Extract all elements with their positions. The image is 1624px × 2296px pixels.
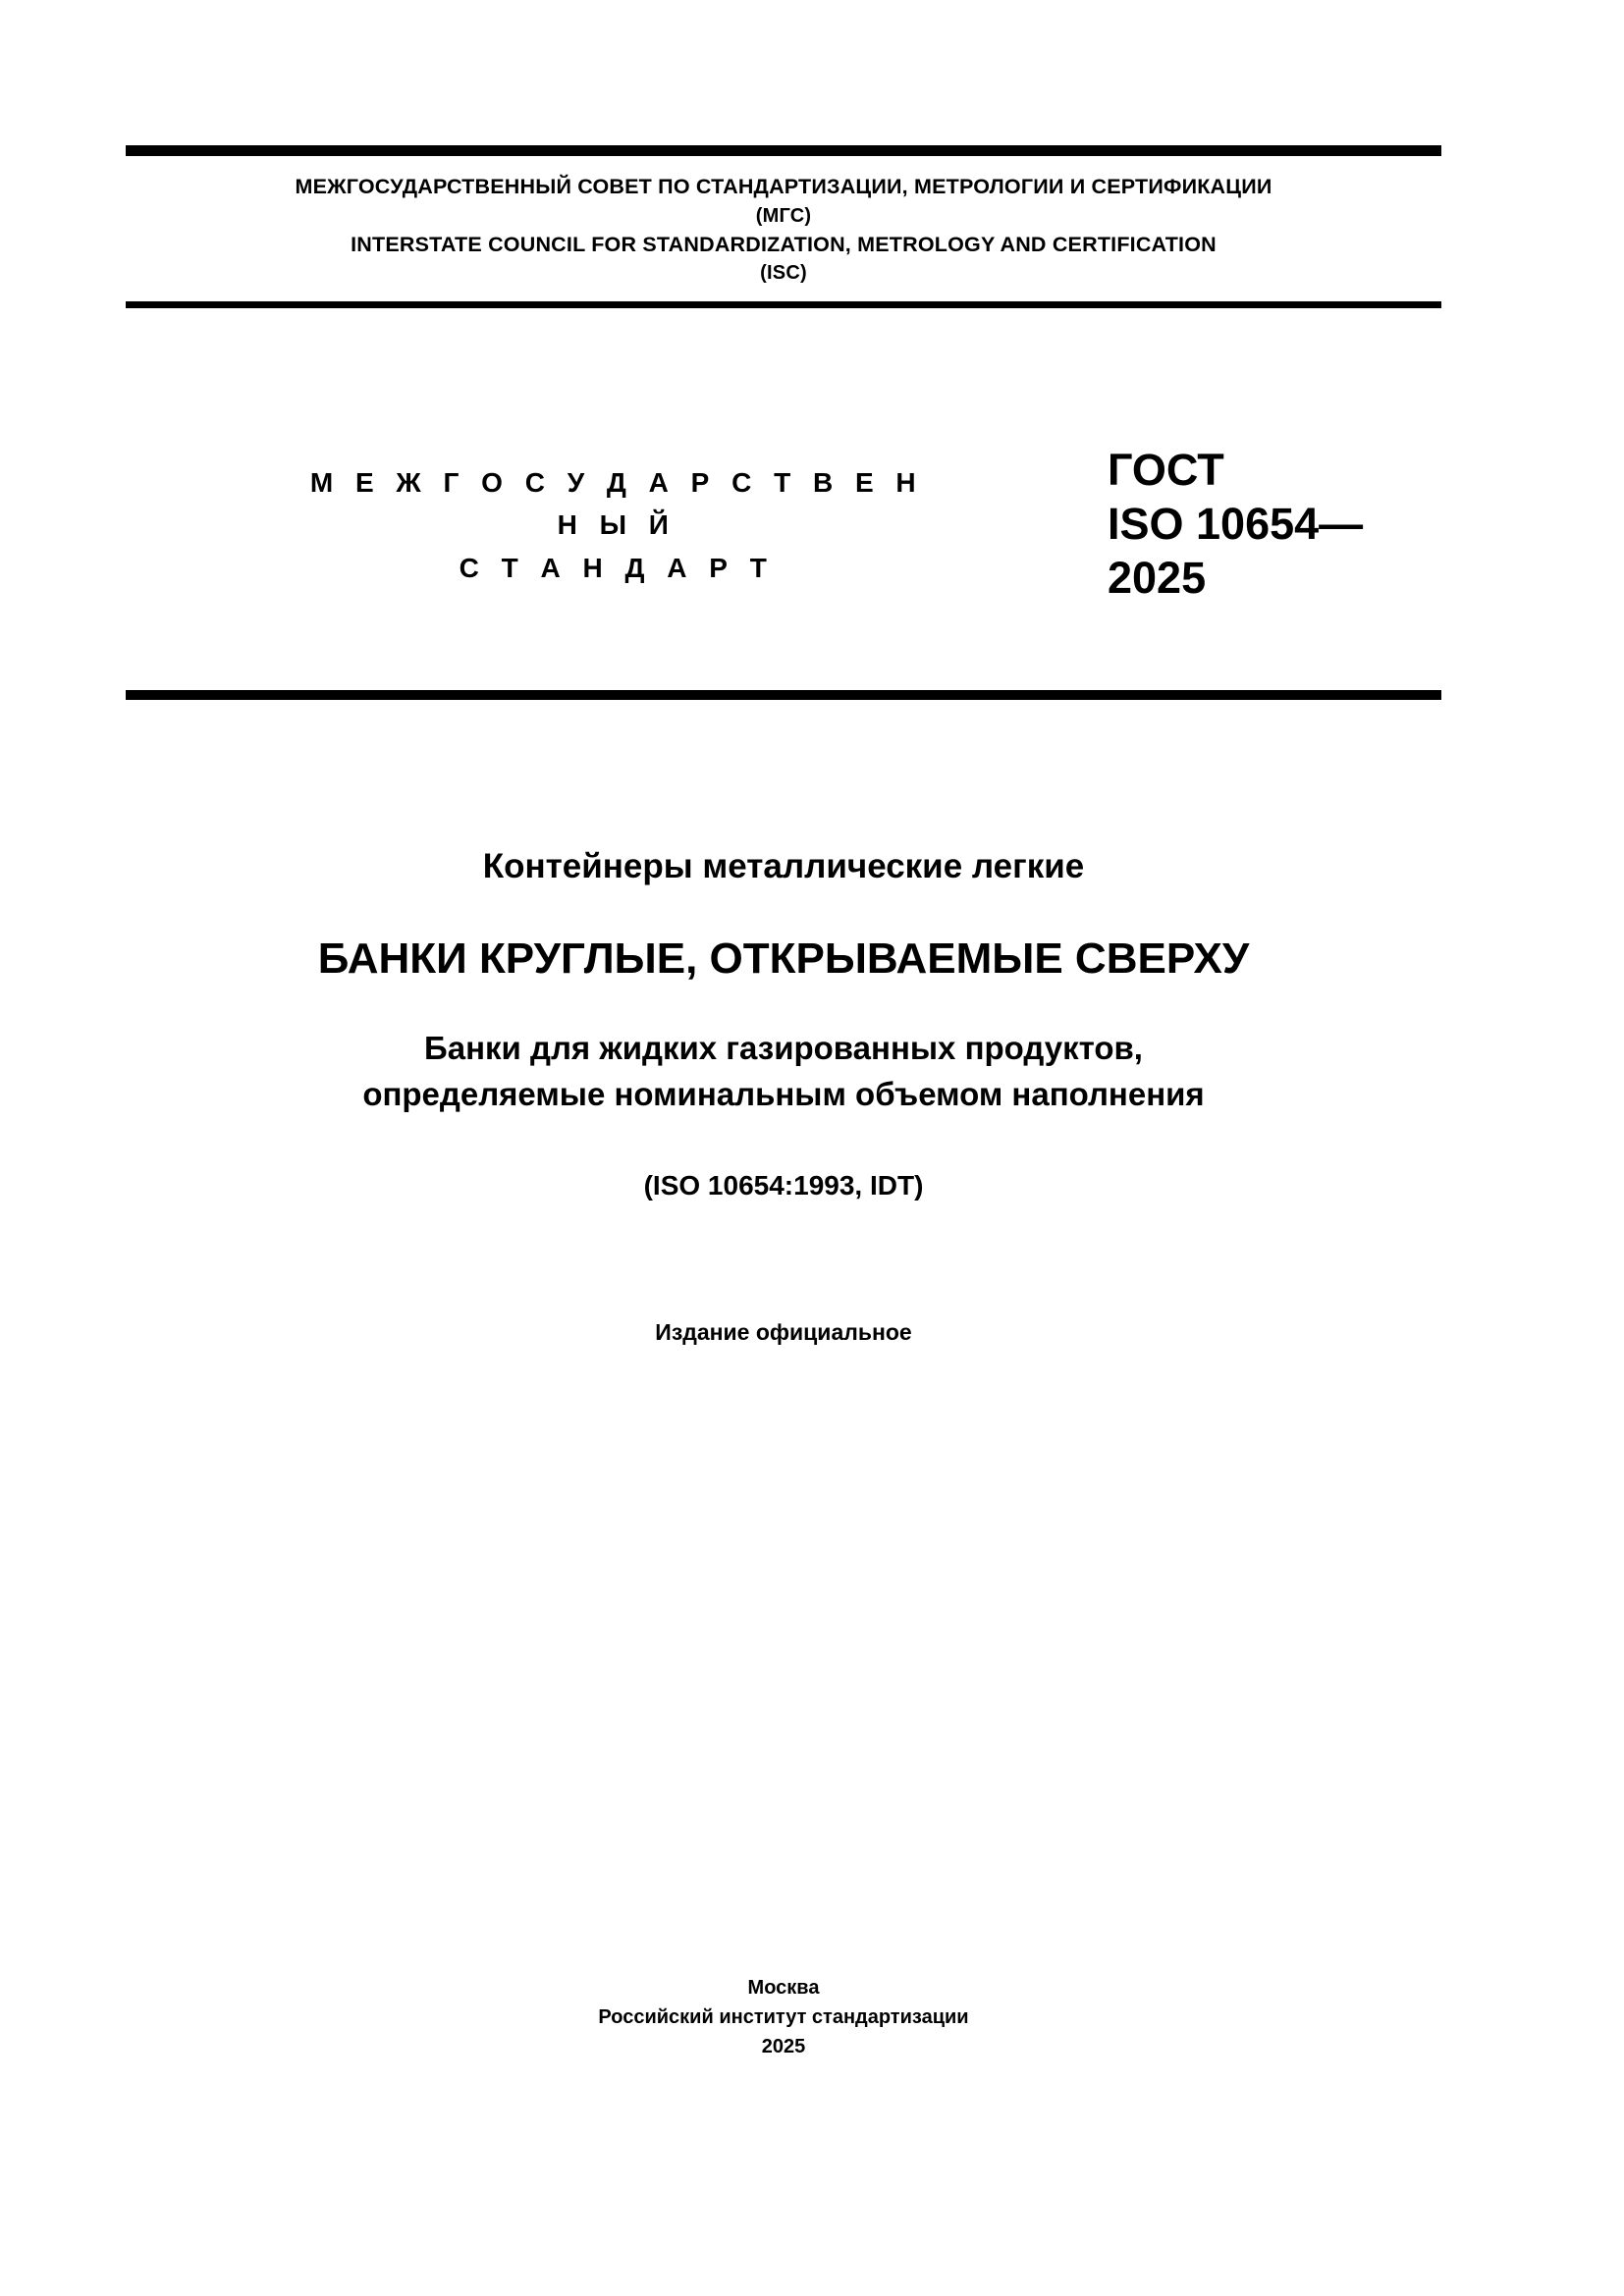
page-title: БАНКИ КРУГЛЫЕ, ОТКРЫВАЕМЫЕ СВЕРХУ <box>317 934 1250 983</box>
title-subtitle-line-2: определяемые номинальным объемом наполнения <box>362 1075 1205 1112</box>
standard-number <box>1108 444 1500 606</box>
designation-bottom-rule <box>126 690 1441 700</box>
council-abbr-ru: (МГС) <box>755 204 812 227</box>
publisher-city: Москва <box>747 1977 820 1999</box>
standard-kind <box>302 461 931 589</box>
publisher-year: 2025 <box>761 2036 806 2057</box>
council-header <box>126 145 1441 308</box>
standard-kind-line-1: М Е Ж Г О С У Д А Р С Т В Е Н Н Ы Й <box>309 467 924 541</box>
document-titles <box>126 844 1441 1346</box>
council-name-en: INTERSTATE COUNCIL FOR STANDARDIZATION, METROLOGY AND CERTIFICATION <box>351 232 1217 256</box>
title-subtitle-line-1: Банки для жидких газированных продуктов, <box>424 1029 1143 1066</box>
standard-number-line-3: 2025 <box>1108 552 1207 603</box>
council-names <box>126 156 1441 301</box>
official-edition-note: Издание официальное <box>655 1319 912 1346</box>
header-top-rule <box>126 145 1441 156</box>
standard-number-line-1: ГОСТ <box>1108 445 1224 495</box>
council-name-ru: МЕЖГОСУДАРСТВЕННЫЙ СОВЕТ ПО СТАНДАРТИЗАЦИИ, МЕТРОЛОГИИ И СЕРТИФИКАЦИИ <box>295 175 1272 198</box>
iso-reference: (ISO 10654:1993, IDT) <box>643 1170 924 1201</box>
header-bottom-rule <box>126 301 1441 308</box>
standard-number-line-2: ISO 10654— <box>1108 498 1364 549</box>
standard-designation-row <box>126 422 1441 697</box>
publisher-footer <box>126 1973 1441 2061</box>
publisher-name: Российский институт стандартизации <box>598 2006 969 2028</box>
standard-kind-line-2: С Т А Н Д А Р Т <box>459 552 775 583</box>
title-category: Контейнеры металлические легкие <box>482 847 1085 885</box>
council-abbr-en: (ISC) <box>760 262 807 285</box>
